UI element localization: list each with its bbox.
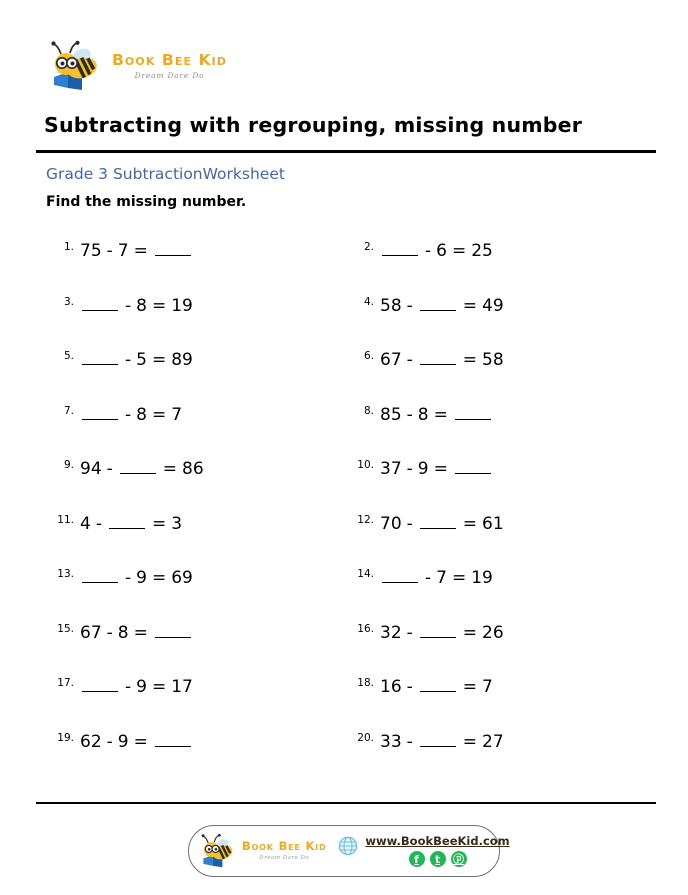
problem-number: 16. xyxy=(357,622,374,635)
problem-expression xyxy=(80,458,204,479)
answer-blank[interactable] xyxy=(420,622,456,638)
answer-blank[interactable] xyxy=(382,567,418,583)
answer-blank[interactable] xyxy=(420,513,456,529)
problem-number: 13. xyxy=(57,568,74,580)
difference: 49 xyxy=(482,295,504,316)
problem-number: 17. xyxy=(57,677,74,689)
answer-blank[interactable] xyxy=(155,731,191,747)
problem-expression xyxy=(380,349,504,370)
problem-expression xyxy=(380,676,493,697)
problem-number: 3. xyxy=(63,295,74,308)
problem-item xyxy=(352,349,652,404)
difference: 27 xyxy=(482,731,504,752)
minuend: 33 xyxy=(380,731,402,752)
equals-operator: = xyxy=(462,295,478,316)
problem-expression xyxy=(380,622,504,643)
answer-blank[interactable] xyxy=(382,240,418,256)
difference: 7 xyxy=(171,404,183,425)
problem-item xyxy=(352,513,652,568)
minus-operator: - xyxy=(406,404,413,425)
subtrahend: 6 xyxy=(436,241,447,261)
minuend: 32 xyxy=(380,622,402,643)
answer-blank[interactable] xyxy=(82,676,118,692)
equals-operator: = xyxy=(133,241,148,261)
problem-item xyxy=(52,404,352,459)
problem-expression xyxy=(380,567,493,588)
problem-expression xyxy=(80,731,193,752)
minus-operator: - xyxy=(106,622,113,643)
answer-blank[interactable] xyxy=(82,404,118,420)
footer-wordmark xyxy=(242,841,326,861)
equals-operator: = xyxy=(462,622,478,643)
minus-operator: - xyxy=(406,731,413,752)
equals-operator: = xyxy=(151,677,167,697)
subtrahend: 8 xyxy=(136,295,147,316)
difference: 26 xyxy=(482,622,504,643)
minus-operator: - xyxy=(125,295,132,316)
difference: 3 xyxy=(171,513,183,534)
minus-operator: - xyxy=(106,731,113,752)
pinterest-icon[interactable]: ⓟ xyxy=(451,851,467,867)
problem-number: 7. xyxy=(63,404,74,417)
minus-operator: - xyxy=(406,677,413,697)
minuend: 94 xyxy=(80,459,102,479)
problem-item xyxy=(352,295,652,350)
answer-blank[interactable] xyxy=(420,676,456,692)
difference: 69 xyxy=(171,568,193,588)
difference: 86 xyxy=(182,459,204,479)
difference: 61 xyxy=(482,513,504,534)
footer-branding-box xyxy=(188,825,510,877)
problem-expression xyxy=(380,731,504,752)
problem-item xyxy=(352,731,652,786)
difference: 19 xyxy=(471,568,493,588)
answer-blank[interactable] xyxy=(155,240,191,256)
difference: 17 xyxy=(171,677,193,697)
answer-blank[interactable] xyxy=(155,622,191,638)
problem-number: 11. xyxy=(57,513,74,526)
minuend: 62 xyxy=(80,731,102,752)
bee-with-book-logo-icon xyxy=(199,832,239,870)
answer-blank[interactable] xyxy=(82,567,118,583)
problem-expression xyxy=(380,513,504,534)
minus-operator: - xyxy=(425,241,432,261)
problem-item xyxy=(352,458,652,513)
equals-operator: = xyxy=(151,295,167,316)
globe-icon xyxy=(338,836,358,856)
equals-operator: = xyxy=(433,459,448,479)
answer-blank[interactable] xyxy=(109,513,145,529)
minus-operator: - xyxy=(95,513,102,534)
answer-blank[interactable] xyxy=(120,458,156,474)
footer-brand-name: Book Bee Kid xyxy=(242,839,327,853)
problem-number: 19. xyxy=(57,731,74,744)
equals-operator: = xyxy=(133,731,148,752)
equals-operator: = xyxy=(151,350,167,370)
minuend: 58 xyxy=(380,295,402,316)
instruction-text: Find the missing number. xyxy=(46,194,247,210)
answer-blank[interactable] xyxy=(82,349,118,365)
minuend: 67 xyxy=(80,622,102,643)
subtrahend: 8 xyxy=(417,404,429,425)
facebook-icon[interactable]: f xyxy=(409,851,425,867)
minuend: 85 xyxy=(380,404,402,425)
subtrahend: 7 xyxy=(117,241,129,261)
answer-blank[interactable] xyxy=(455,458,491,474)
subtrahend: 9 xyxy=(417,459,429,479)
problem-number: 5. xyxy=(63,350,74,362)
minus-operator: - xyxy=(425,568,432,588)
footer-divider xyxy=(36,802,656,804)
footer-brand-tagline: Dream Dare Do xyxy=(259,854,310,861)
problem-expression xyxy=(380,404,493,425)
problem-expression xyxy=(80,404,182,425)
problem-expression xyxy=(380,458,493,479)
problem-item xyxy=(52,622,352,677)
subtrahend: 8 xyxy=(136,404,147,425)
problem-number: 9. xyxy=(63,459,74,471)
problem-number: 18. xyxy=(357,677,374,689)
equals-operator: = xyxy=(462,513,478,534)
subtrahend: 9 xyxy=(136,677,147,697)
difference: 89 xyxy=(171,350,193,370)
minus-operator: - xyxy=(406,295,413,316)
minuend: 70 xyxy=(380,513,402,534)
problem-expression xyxy=(80,295,193,316)
difference: 19 xyxy=(171,295,193,316)
footer-links-group xyxy=(338,835,509,868)
minus-operator: - xyxy=(125,404,132,425)
equals-operator: = xyxy=(151,513,167,534)
problem-item xyxy=(352,622,652,677)
problem-number: 15. xyxy=(57,622,74,635)
problem-number: 4. xyxy=(363,295,374,308)
equals-operator: = xyxy=(462,731,478,752)
equals-operator: = xyxy=(151,568,167,588)
problem-number: 1. xyxy=(63,241,74,253)
problem-item xyxy=(352,676,652,731)
problem-number: 20. xyxy=(357,731,374,744)
minus-operator: - xyxy=(125,350,132,370)
problem-number: 2. xyxy=(363,241,374,253)
difference: 7 xyxy=(482,677,493,697)
answer-blank[interactable] xyxy=(455,404,491,420)
subtrahend: 8 xyxy=(117,622,129,643)
minuend: 67 xyxy=(380,350,402,370)
equals-operator: = xyxy=(451,241,467,261)
page-title: Subtracting with regrouping, missing number xyxy=(44,113,583,137)
problem-number: 12. xyxy=(357,513,374,526)
website-link[interactable]: www.BookBeeKid.com xyxy=(365,833,510,848)
equals-operator: = xyxy=(151,404,167,425)
header-divider xyxy=(36,150,656,153)
problem-expression xyxy=(80,513,182,534)
problem-item xyxy=(352,404,652,459)
worksheet-subtitle: Grade 3 SubtractionWorksheet xyxy=(46,165,285,183)
minus-operator: - xyxy=(406,350,413,370)
answer-blank[interactable] xyxy=(420,349,456,365)
subtrahend: 9 xyxy=(136,568,147,588)
answer-blank[interactable] xyxy=(82,295,118,311)
problem-number: 6. xyxy=(363,350,374,362)
difference: 25 xyxy=(471,241,493,261)
subtrahend: 7 xyxy=(436,568,447,588)
problem-number: 10. xyxy=(357,459,374,471)
minuend: 4 xyxy=(80,513,91,534)
brand-name: Book Bee Kid xyxy=(112,50,228,69)
answer-blank[interactable] xyxy=(420,731,456,747)
header-logo xyxy=(48,38,227,94)
problem-item xyxy=(52,731,352,786)
problem-number: 14. xyxy=(357,568,374,580)
problem-item xyxy=(352,240,652,295)
minus-operator: - xyxy=(106,241,113,261)
problem-expression xyxy=(80,622,193,643)
brand-tagline: Dream Dare Do xyxy=(134,71,205,80)
equals-operator: = xyxy=(451,568,467,588)
minuend: 75 xyxy=(80,241,102,261)
problem-item xyxy=(52,458,352,513)
minus-operator: - xyxy=(406,622,413,643)
problem-item xyxy=(52,676,352,731)
equals-operator: = xyxy=(462,350,478,370)
problem-expression xyxy=(80,676,193,697)
problem-item xyxy=(52,295,352,350)
difference: 58 xyxy=(482,350,504,370)
problem-expression xyxy=(380,295,504,316)
problem-expression xyxy=(80,349,193,370)
problem-expression xyxy=(80,567,193,588)
equals-operator: = xyxy=(162,459,178,479)
subtrahend: 5 xyxy=(136,350,147,370)
footer-link-stack xyxy=(365,835,509,868)
subtrahend: 9 xyxy=(117,731,129,752)
problem-item xyxy=(52,240,352,295)
problem-expression xyxy=(80,240,193,261)
minus-operator: - xyxy=(406,459,413,479)
problem-list xyxy=(52,240,652,785)
equals-operator: = xyxy=(462,677,478,697)
minus-operator: - xyxy=(125,677,132,697)
equals-operator: = xyxy=(433,404,448,425)
equals-operator: = xyxy=(133,622,148,643)
problem-item xyxy=(52,513,352,568)
logo-wordmark xyxy=(112,50,228,80)
answer-blank[interactable] xyxy=(420,295,456,311)
minus-operator: - xyxy=(106,459,113,479)
problem-item xyxy=(52,567,352,622)
minuend: 37 xyxy=(380,459,402,479)
problem-item xyxy=(352,567,652,622)
minuend: 16 xyxy=(380,677,402,697)
minus-operator: - xyxy=(125,568,132,588)
minus-operator: - xyxy=(406,513,413,534)
bee-with-book-logo-icon xyxy=(48,38,106,94)
problem-expression xyxy=(380,240,493,261)
problem-item xyxy=(52,349,352,404)
twitter-icon[interactable]: t xyxy=(430,851,446,867)
social-links xyxy=(409,851,467,867)
footer-logo xyxy=(199,832,326,870)
problem-number: 8. xyxy=(363,404,374,417)
